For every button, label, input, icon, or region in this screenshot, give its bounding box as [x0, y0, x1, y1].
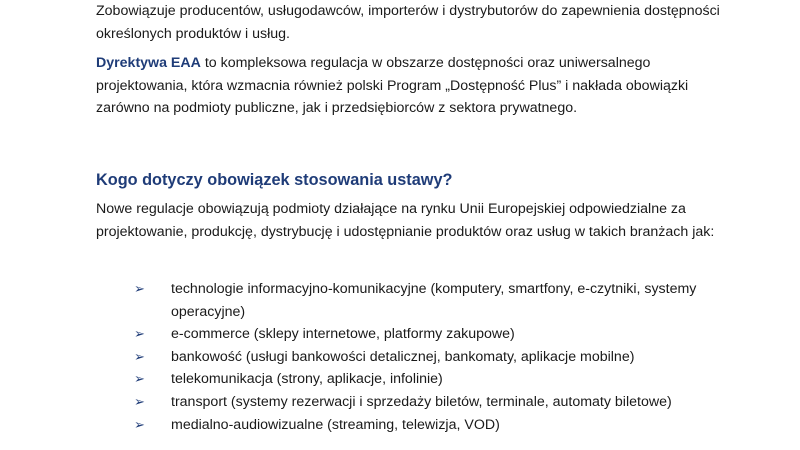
intro-paragraph: Zobowiązuje producentów, usługodawców, importerów i dystrybutorów do zapewnienia dostępności określonych produktów i usług. — [96, 3, 720, 42]
list-item — [96, 278, 756, 323]
arrow-bullet-icon: ➢ — [134, 417, 145, 433]
list-item-text: medialno-audiowizualne (streaming, telewizja, VOD) — [171, 416, 500, 433]
eaa-lead-text: Dyrektywa EAA — [96, 55, 201, 71]
list-item — [96, 368, 756, 391]
section-heading: Kogo dotyczy obowiązek stosowania ustawy? — [96, 171, 453, 189]
list-item — [96, 323, 756, 346]
eaa-body-text: to kompleksowa regulacja w obszarze dostępności oraz uniwersalnego projektowania, która wzmacnia również polski Program „Dostępność Plus” i nakłada obowiązki zarówno na podmioty publiczne, jak i przedsiębiorców z sektora prywatnego. — [96, 55, 689, 116]
scope-paragraph: Nowe regulacje obowiązują podmioty działające na rynku Unii Europejskiej odpowiedzialne za projektowanie, produkcję, dystrybucję i udostępnianie produktów oraz usług w takich branżach jak: — [96, 201, 715, 240]
list-item-text: transport (systemy rezerwacji i sprzedaży biletów, terminale, automaty biletowe) — [171, 393, 672, 410]
arrow-bullet-icon: ➢ — [134, 282, 145, 297]
sector-list — [96, 278, 756, 436]
list-item-text: bankowość (usługi bankowości detalicznej, bankomaty, aplikacje mobilne) — [171, 348, 635, 365]
arrow-bullet-icon: ➢ — [134, 349, 145, 365]
list-item-text: e-commerce (sklepy internetowe, platformy zakupowe) — [171, 326, 515, 343]
list-item-text: telekomunikacja (strony, aplikacje, infolinie) — [171, 371, 443, 388]
arrow-bullet-icon: ➢ — [134, 327, 145, 343]
list-item — [96, 391, 756, 414]
arrow-bullet-icon: ➢ — [134, 372, 145, 388]
eaa-paragraph — [96, 52, 736, 120]
list-item — [96, 414, 756, 437]
list-item-text: technologie informacyjno-komunikacyjne (komputery, smartfony, e-czytniki, systemy operacyjne) — [171, 281, 697, 320]
list-item — [96, 346, 756, 369]
arrow-bullet-icon: ➢ — [134, 394, 145, 410]
